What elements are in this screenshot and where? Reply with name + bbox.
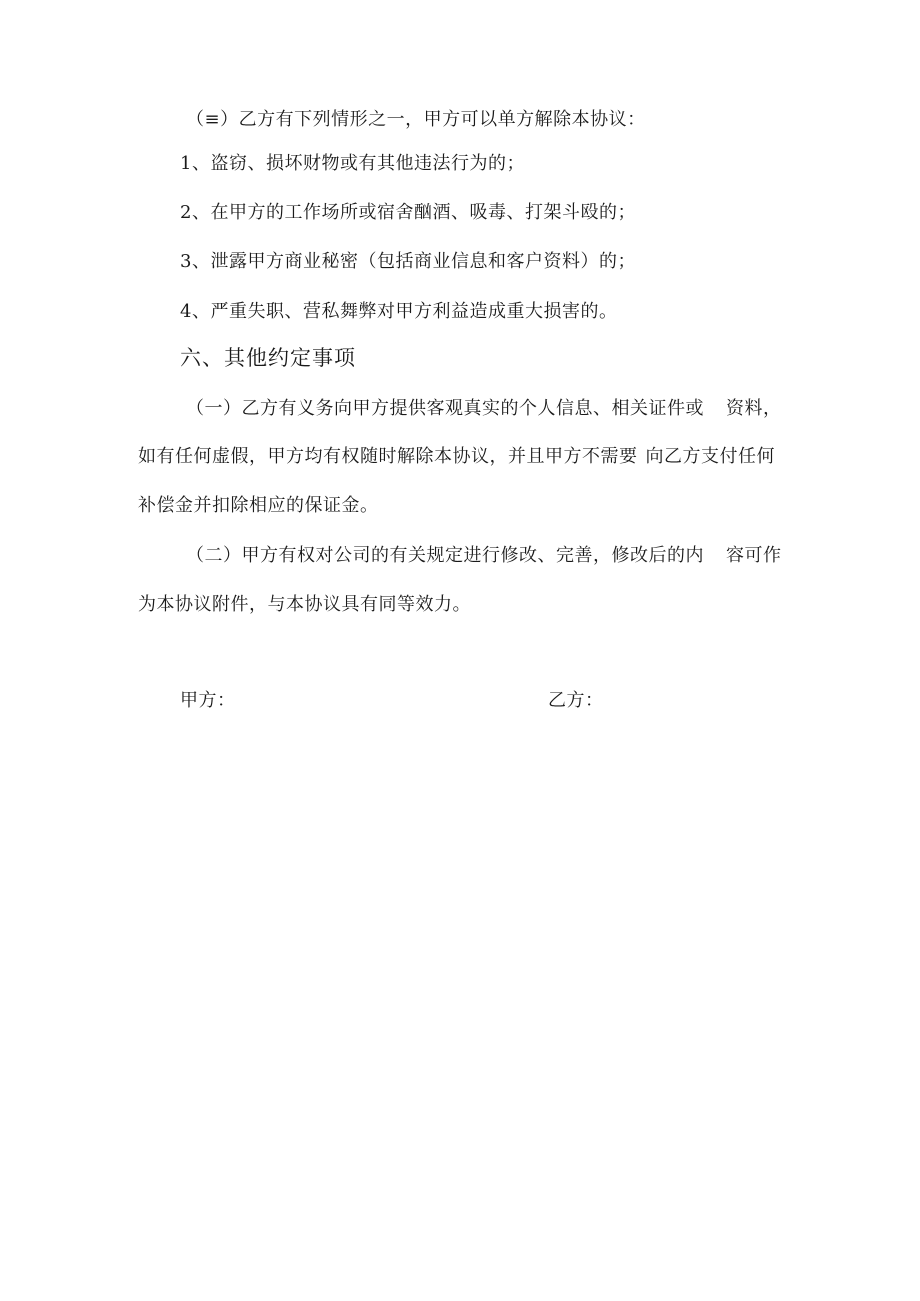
paragraph-line — [138, 445, 775, 469]
paragraph-line: 为本协议附件，与本协议具有同等效力。 — [138, 594, 471, 615]
list-item: 1、盗窃、损坏财物或有其他违法行为的； — [180, 153, 525, 174]
paragraph-text: （一）乙方有义务向甲方提供客观真实的个人信息、相关证件或 — [186, 398, 704, 419]
paragraph-text: （二）甲方有权对公司的有关规定进行修改、完善，修改后的内 — [186, 545, 704, 566]
section-heading: 六、其他约定事项 — [180, 346, 356, 370]
paragraph-text: 如有任何虚假，甲方均有权随时解除本协议，并且甲方不需要 — [138, 446, 638, 467]
list-item: 3、泄露甲方商业秘密（包括商业信息和客户资料）的； — [180, 251, 636, 272]
paragraph-text: 资料， — [726, 398, 782, 419]
paragraph-line — [186, 544, 782, 568]
signature-party-a: 甲方： — [180, 690, 236, 711]
clause-intro: （≡）乙方有下列情形之一，甲方可以单方解除本协议： — [186, 109, 646, 130]
list-item: 4、严重失职、营私舞弊对甲方利益造成重大损害的。 — [180, 301, 618, 322]
paragraph-text: 向乙方支付任何 — [645, 446, 775, 467]
paragraph-text: 容可作 — [726, 545, 782, 566]
list-item: 2、在甲方的工作场所或宿舍酗酒、吸毒、打架斗殴的； — [180, 202, 636, 223]
paragraph-line — [186, 397, 782, 421]
paragraph-line: 补偿金并扣除相应的保证金。 — [138, 495, 379, 516]
signature-party-b: 乙方： — [548, 690, 604, 711]
